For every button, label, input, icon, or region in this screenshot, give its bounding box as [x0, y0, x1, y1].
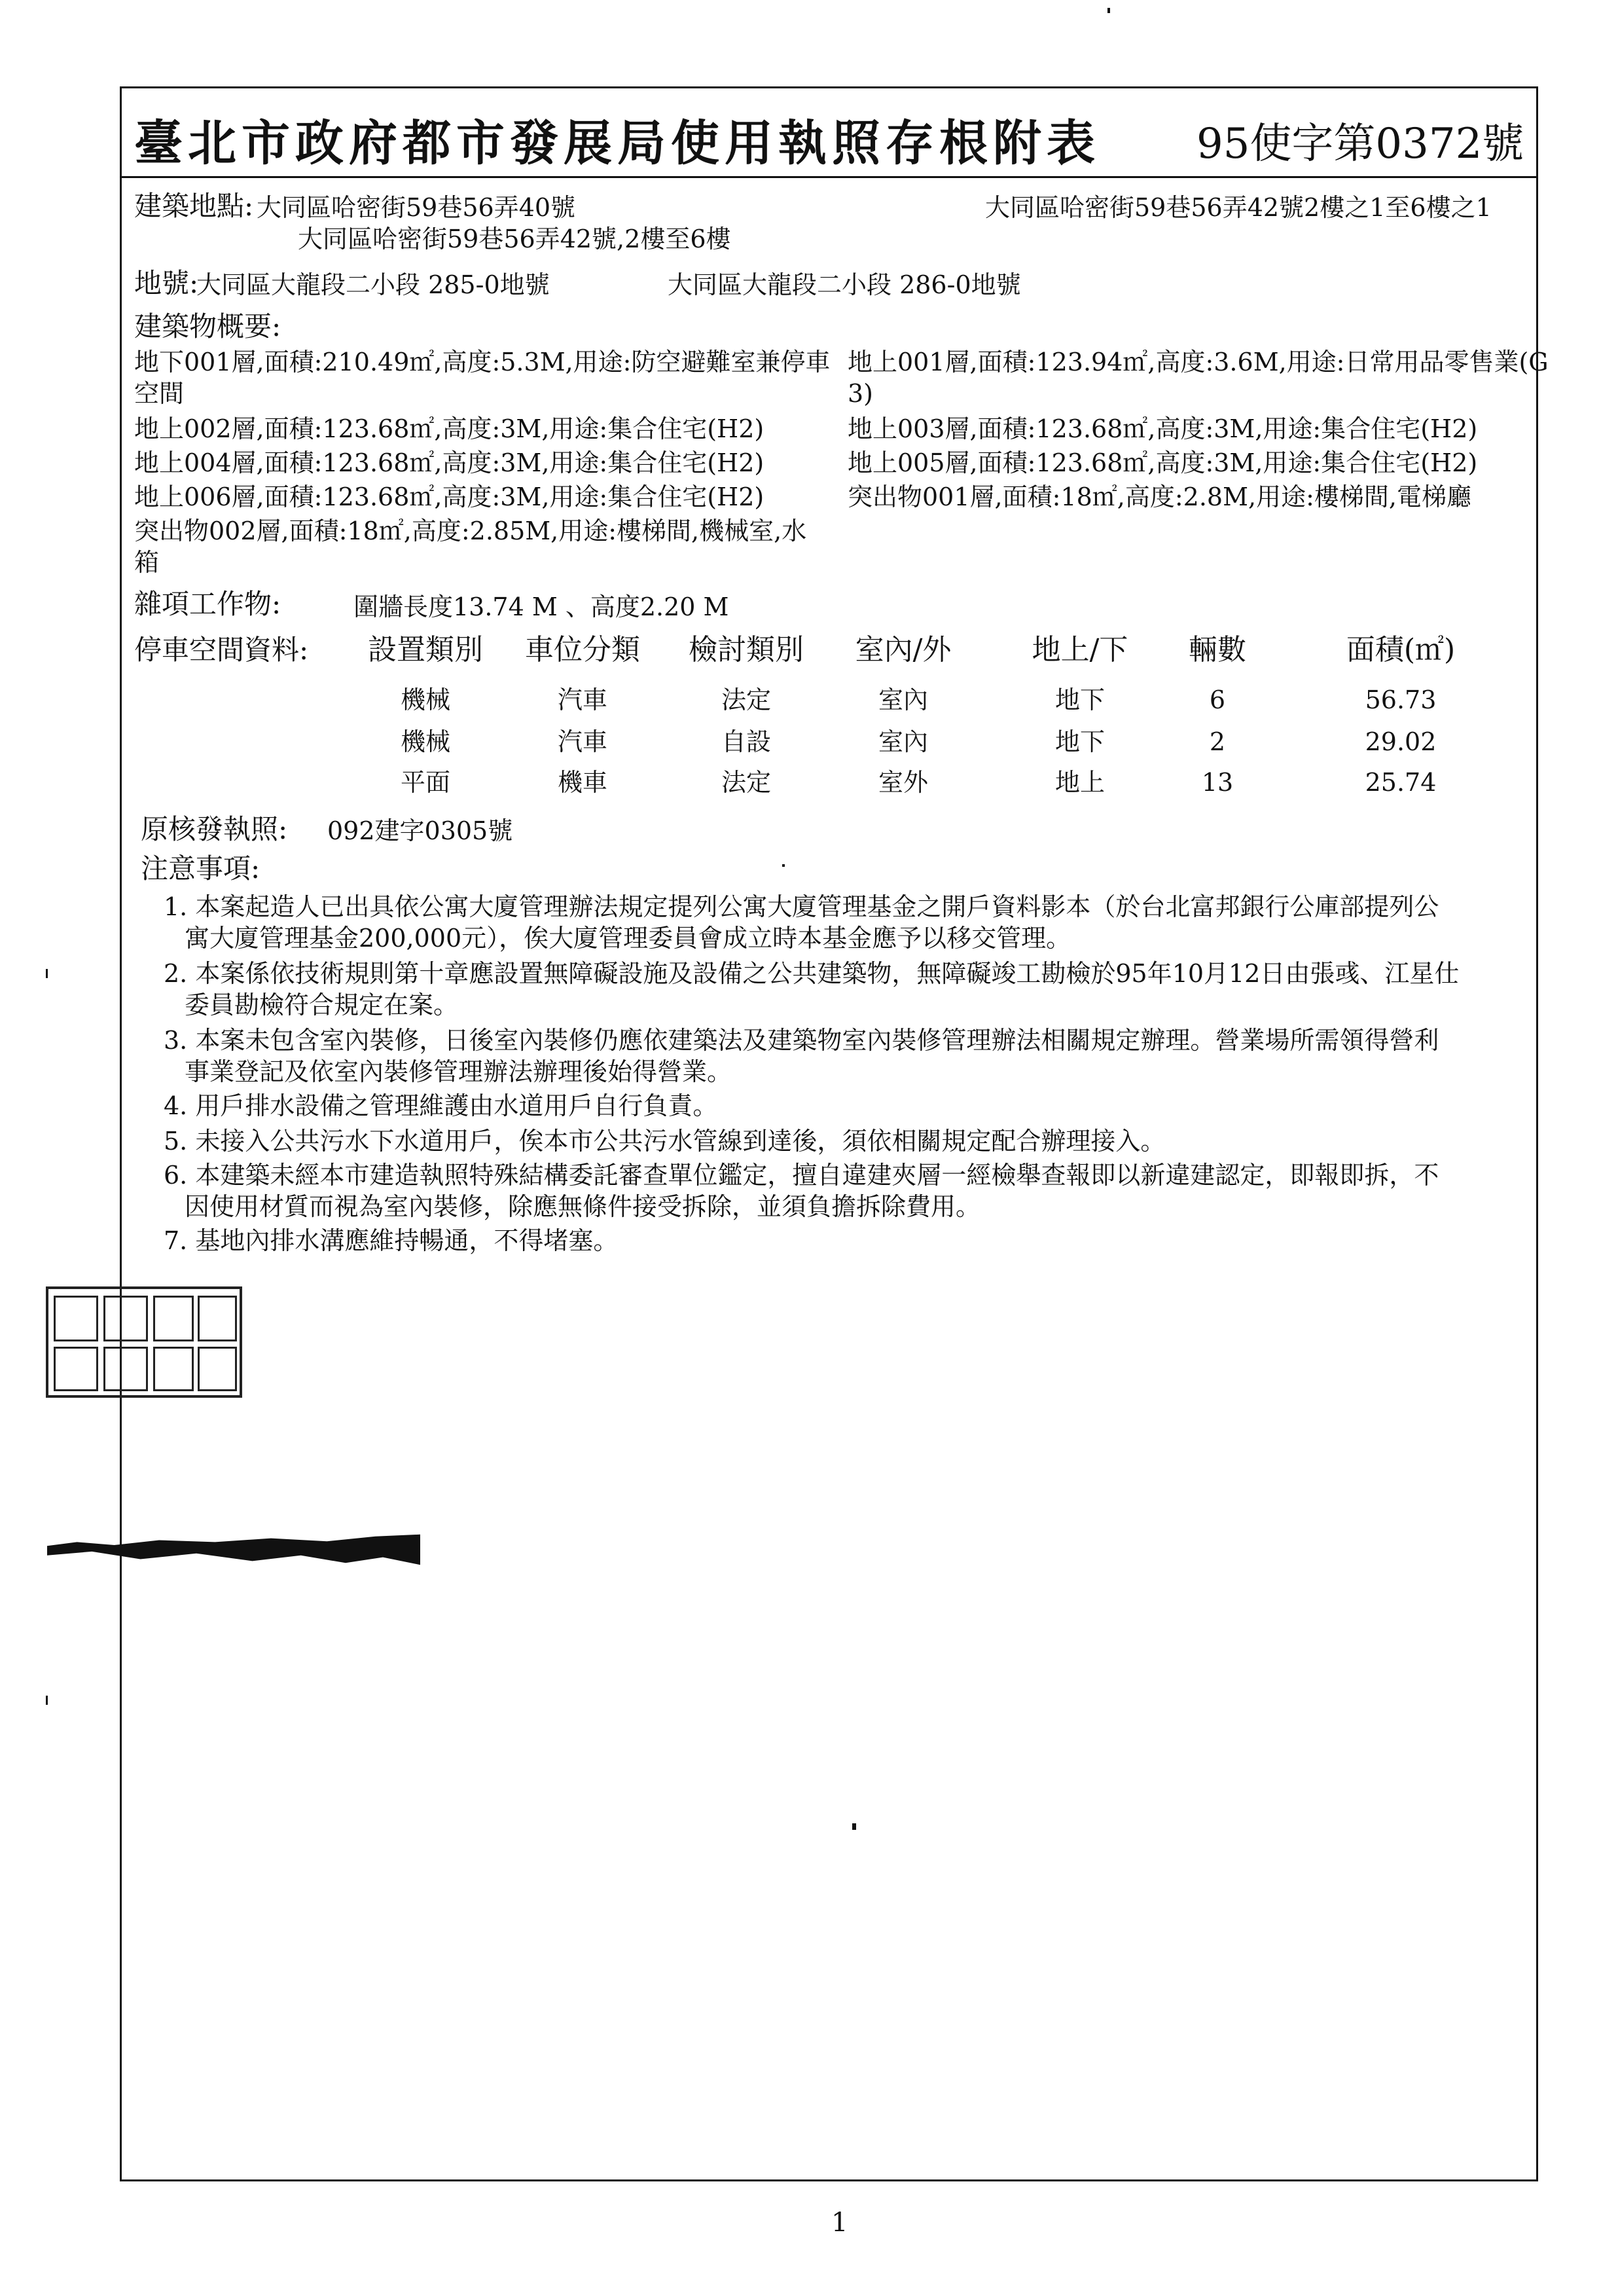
document-title: 臺北市政府都市發展局使用執照存根附表 [134, 115, 1100, 172]
parking-cell: 室內 [878, 727, 928, 756]
parking-header: 面積(㎡) [1346, 633, 1456, 666]
address-line-2: 大同區哈密街59巷56弄42號,2樓至6樓 [298, 225, 731, 253]
note-2-cont: 委員勘檢符合規定在案。 [185, 991, 459, 1019]
parking-header: 室內/外 [855, 633, 952, 666]
parking-cell: 機械 [400, 727, 450, 756]
parking-cell: 機車 [557, 768, 607, 797]
parking-cell: 室內 [878, 685, 928, 714]
parking-cell: 法定 [721, 768, 771, 797]
document-number: 95使字第0372號 [1196, 120, 1524, 168]
overview-p2-line2: 箱 [134, 548, 160, 577]
address-right: 大同區哈密街59巷56弄42號2樓之1至6樓之1 [985, 193, 1492, 222]
scan-dot [782, 864, 785, 867]
parking-cell: 56.73 [1365, 685, 1437, 714]
parking-cell: 地下 [1054, 685, 1105, 714]
note-3: 3. 本案未包含室內裝修，日後室內裝修仍應依建築法及建築物室內裝修管理辦法相關規定辦理。營業場所需領得營利 [164, 1026, 1439, 1055]
parking-cell: 汽車 [557, 685, 607, 714]
parking-cell: 汽車 [557, 727, 607, 756]
parking-cell: 地上 [1054, 768, 1105, 797]
overview-f1-line1: 地上001層,面積:123.94㎡,高度:3.6M,用途:日常用品零售業(G [848, 348, 1549, 376]
parking-cell: 2 [1209, 727, 1226, 756]
page-number: 1 [831, 2208, 848, 2238]
overview-f6: 地上006層,面積:123.68㎡,高度:3M,用途:集合住宅(H2) [134, 483, 764, 511]
lot-left: 大同區大龍段二小段 285-0地號 [196, 270, 550, 299]
original-license-label: 原核發執照: [141, 813, 288, 845]
address-line-1: 大同區哈密街59巷56弄40號 [257, 193, 576, 222]
parking-cell: 29.02 [1365, 727, 1437, 756]
scan-dot [46, 1696, 48, 1705]
parking-cell: 13 [1201, 768, 1234, 797]
overview-f1-line2: 3) [848, 379, 874, 408]
original-license-value: 092建字0305號 [327, 816, 513, 845]
misc-works-label: 雜項工作物: [134, 588, 281, 620]
parking-cell: 室外 [878, 768, 928, 797]
note-1: 1. 本案起造人已出具依公寓大廈管理辦法規定提列公寓大廈管理基金之開戶資料影本（於台北富邦銀行公庫部提列公 [164, 892, 1439, 921]
parking-cell: 法定 [721, 685, 771, 714]
note-3-cont: 事業登記及依室內裝修管理辦法辦理後始得營業。 [185, 1057, 732, 1086]
lot-label: 地號: [134, 267, 199, 299]
overview-p1: 突出物001層,面積:18㎡,高度:2.8M,用途:樓梯間,電梯廳 [848, 483, 1471, 511]
scan-dot [1107, 8, 1110, 13]
parking-header: 車位分類 [525, 633, 640, 666]
note-2: 2. 本案係依技術規則第十章應設置無障礙設施及設備之公共建築物，無障礙竣工勘檢於95年10月12日由張彧、江星仕 [164, 959, 1460, 988]
overview-b1-line1: 地下001層,面積:210.49㎡,高度:5.3M,用途:防空避難室兼停車 [134, 348, 831, 376]
parking-cell: 25.74 [1365, 768, 1437, 797]
parking-cell: 6 [1209, 685, 1226, 714]
scan-dot [852, 1823, 856, 1830]
note-1-cont: 寓大廈管理基金200,000元），俟大廈管理委員會成立時本基金應予以移交管理。 [185, 924, 1071, 953]
parking-cell: 機械 [400, 685, 450, 714]
scan-dot [46, 969, 48, 978]
overview-f2: 地上002層,面積:123.68㎡,高度:3M,用途:集合住宅(H2) [134, 414, 764, 443]
parking-cell: 地下 [1054, 727, 1105, 756]
note-4: 4. 用戶排水設備之管理維護由水道用戶自行負責。 [164, 1091, 718, 1120]
seal-stamp [46, 1286, 242, 1398]
parking-header: 輛數 [1189, 633, 1246, 666]
parking-header: 地上/下 [1032, 633, 1128, 666]
overview-f5: 地上005層,面積:123.68㎡,高度:3M,用途:集合住宅(H2) [848, 448, 1478, 477]
note-6: 6. 本建築未經本市建造執照特殊結構委託審查單位鑑定，擅自違建夾層一經檢舉查報即以新違建認定，即報即拆，不 [164, 1161, 1439, 1190]
parking-cell: 自設 [721, 727, 771, 756]
parking-label: 停車空間資料: [134, 634, 309, 666]
note-6-cont: 因使用材質而視為室內裝修，除應無條件接受拆除，並須負擔拆除費用。 [185, 1192, 981, 1221]
overview-b1-line2: 空間 [134, 379, 185, 408]
overview-p2-line1: 突出物002層,面積:18㎡,高度:2.85M,用途:樓梯間,機械室,水 [134, 517, 807, 545]
parking-header: 設置類別 [368, 633, 483, 666]
note-5: 5. 未接入公共污水下水道用戶，俟本市公共污水管線到達後，須依相關規定配合辦理接入。 [164, 1127, 1166, 1156]
note-7: 7. 基地內排水溝應維持暢通，不得堵塞。 [164, 1226, 619, 1255]
overview-f4: 地上004層,面積:123.68㎡,高度:3M,用途:集合住宅(H2) [134, 448, 764, 477]
lot-right: 大同區大龍段二小段 286-0地號 [668, 270, 1021, 299]
overview-label: 建築物概要: [134, 310, 281, 342]
notes-label: 注意事項: [141, 852, 261, 884]
overview-f3: 地上003層,面積:123.68㎡,高度:3M,用途:集合住宅(H2) [848, 414, 1478, 443]
parking-cell: 平面 [400, 768, 450, 797]
parking-header: 檢討類別 [689, 633, 804, 666]
misc-works-value: 圍牆長度13.74 M 、高度2.20 M [353, 592, 729, 621]
address-label: 建築地點: [134, 190, 254, 222]
